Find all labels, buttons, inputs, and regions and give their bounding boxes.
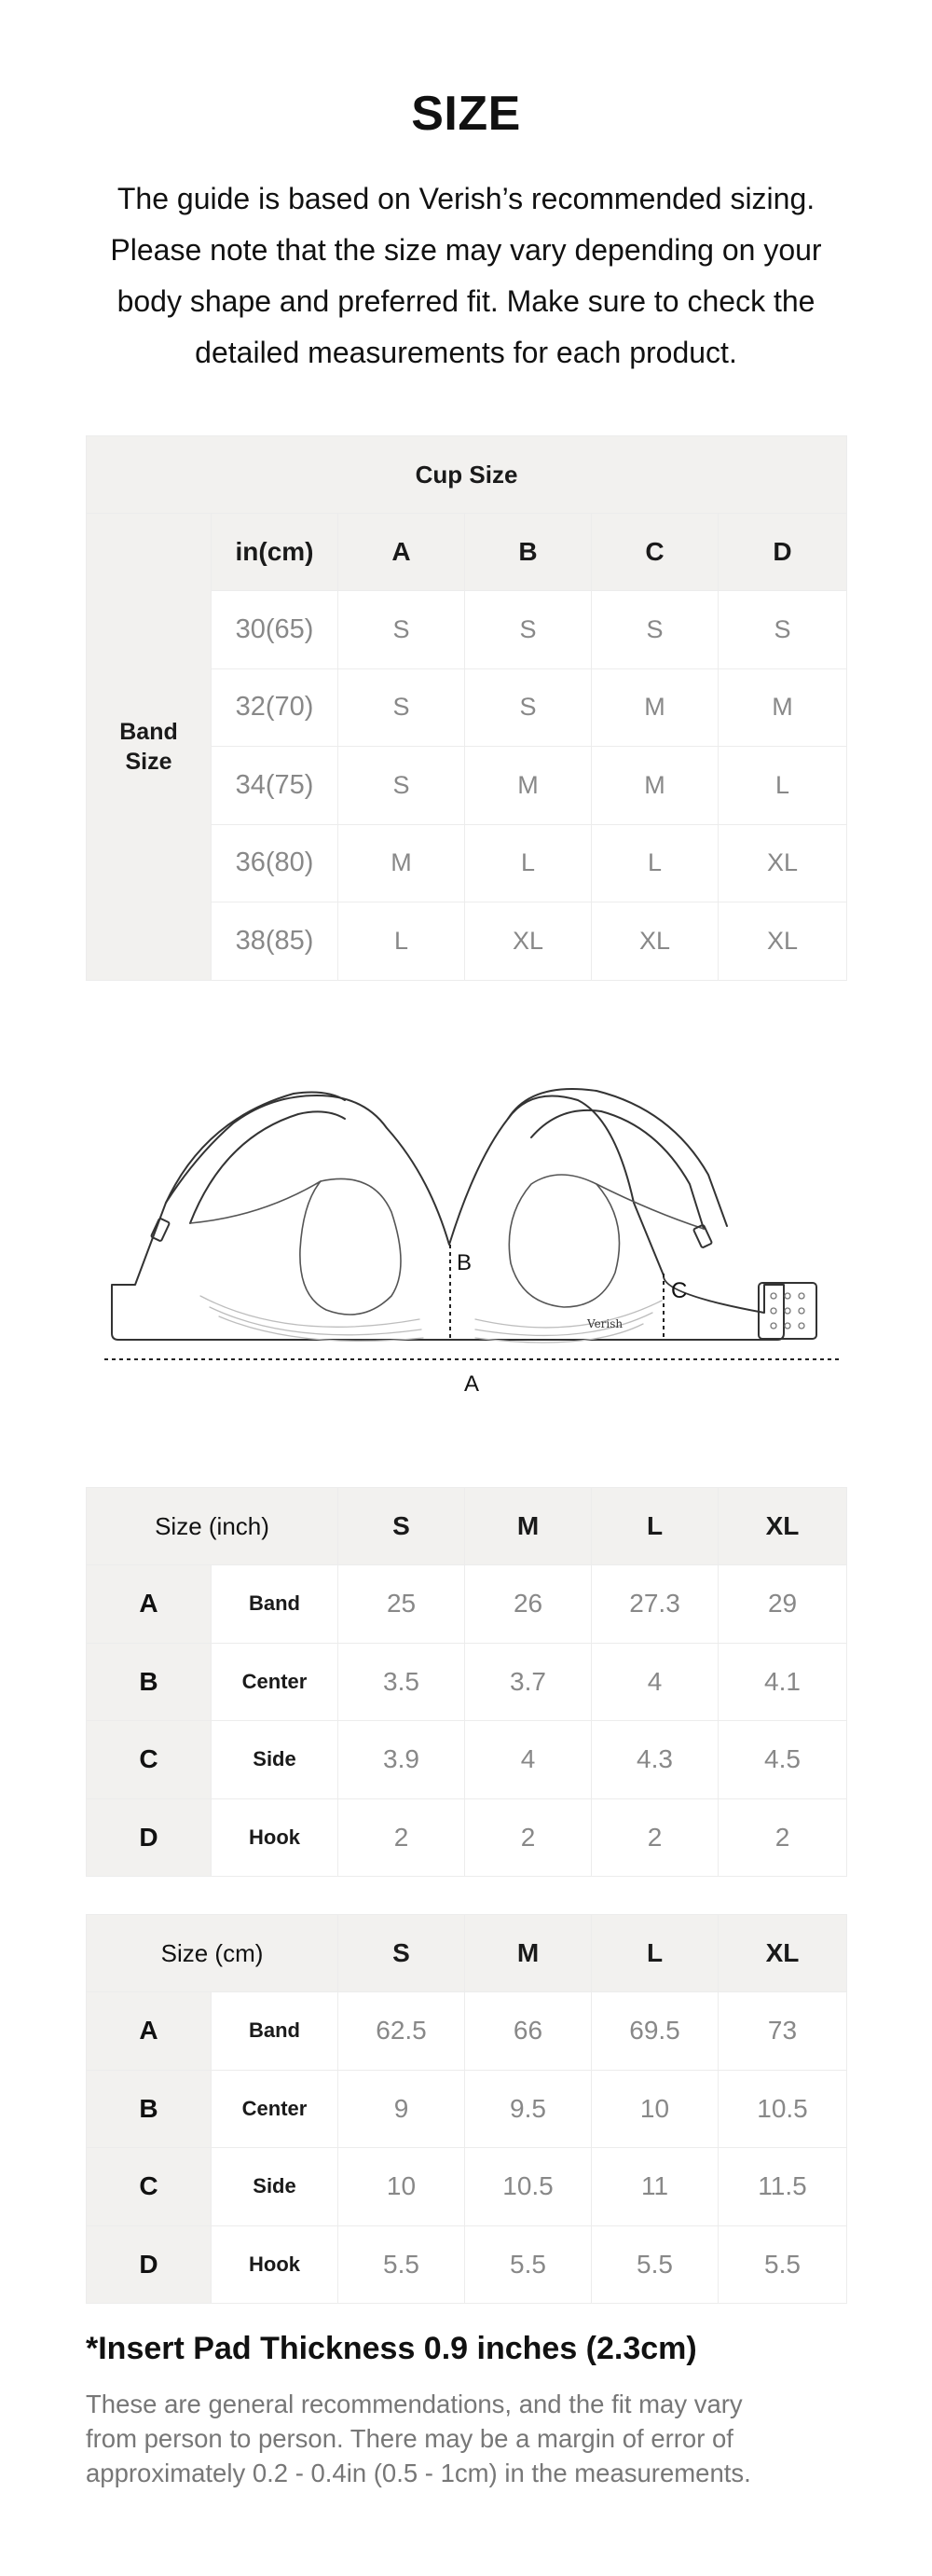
size-cell: M bbox=[592, 668, 719, 747]
measure-value: 10 bbox=[592, 2070, 719, 2148]
measure-part: Side bbox=[212, 1721, 338, 1799]
measure-value: 3.5 bbox=[338, 1643, 465, 1721]
size-cell: L bbox=[465, 824, 592, 902]
inch-measurement-table bbox=[86, 1487, 847, 1877]
measure-letter: B bbox=[87, 1643, 212, 1721]
size-cell: S bbox=[719, 591, 847, 669]
measure-value: 10.5 bbox=[719, 2070, 847, 2148]
size-cell: M bbox=[465, 747, 592, 825]
intro-line: The guide is based on Verish’s recommended sizing. bbox=[116, 182, 816, 215]
measure-value: 62.5 bbox=[338, 1992, 465, 2071]
size-cell: L bbox=[719, 747, 847, 825]
measure-value: 3.9 bbox=[338, 1721, 465, 1799]
cup-size-table bbox=[86, 435, 847, 981]
cup-header-c: C bbox=[592, 514, 719, 591]
label-a: A bbox=[464, 1371, 480, 1397]
table-row bbox=[87, 1798, 847, 1877]
measure-value: 9.5 bbox=[465, 2070, 592, 2148]
measure-part: Side bbox=[212, 2148, 338, 2226]
size-cell: XL bbox=[592, 902, 719, 981]
measure-part: Band bbox=[212, 1565, 338, 1644]
measure-value: 4.5 bbox=[719, 1721, 847, 1799]
size-cell: S bbox=[465, 668, 592, 747]
pad-thickness-note: *Insert Pad Thickness 0.9 inches (2.3cm) bbox=[86, 2331, 697, 2366]
size-header-l: L bbox=[592, 1488, 719, 1565]
cup-size-caption: Cup Size bbox=[87, 436, 847, 514]
measure-value: 69.5 bbox=[592, 1992, 719, 2071]
cup-header-a: A bbox=[338, 514, 465, 591]
measure-part: Hook bbox=[212, 2225, 338, 2304]
measure-value: 73 bbox=[719, 1992, 847, 2071]
size-cell: S bbox=[338, 591, 465, 669]
label-c: C bbox=[671, 1278, 688, 1303]
table-row bbox=[87, 1721, 847, 1799]
cup-header-d: D bbox=[719, 514, 847, 591]
measure-letter: C bbox=[87, 2148, 212, 2226]
measure-value: 4 bbox=[592, 1643, 719, 1721]
size-cell: M bbox=[719, 668, 847, 747]
measure-value: 2 bbox=[465, 1798, 592, 1877]
size-cell: S bbox=[338, 747, 465, 825]
measure-value: 2 bbox=[592, 1798, 719, 1877]
table-row bbox=[87, 1565, 847, 1644]
measure-value: 4.3 bbox=[592, 1721, 719, 1799]
left-cup bbox=[300, 1178, 401, 1315]
inch-table-header: Size (inch) bbox=[87, 1488, 338, 1565]
measure-value: 26 bbox=[465, 1565, 592, 1644]
measure-value: 10 bbox=[338, 2148, 465, 2226]
intro-line: detailed measurements for each product. bbox=[195, 336, 737, 369]
size-header-m: M bbox=[465, 1915, 592, 1992]
intro-text bbox=[75, 173, 857, 379]
size-cell: S bbox=[338, 668, 465, 747]
table-row bbox=[87, 2070, 847, 2148]
measure-value: 4 bbox=[465, 1721, 592, 1799]
band-value: 30(65) bbox=[212, 591, 338, 669]
disclaimer-line: approximately 0.2 - 0.4in (0.5 - 1cm) in the measurements. bbox=[86, 2459, 751, 2487]
left-strap bbox=[166, 1093, 345, 1203]
cm-table-header: Size (cm) bbox=[87, 1915, 338, 1992]
size-cell: M bbox=[338, 824, 465, 902]
measure-value: 2 bbox=[338, 1798, 465, 1877]
measure-value: 2 bbox=[719, 1798, 847, 1877]
page-title: SIZE bbox=[411, 87, 521, 141]
measure-letter: C bbox=[87, 1721, 212, 1799]
bra-measurement-diagram bbox=[93, 1063, 839, 1398]
size-cell: XL bbox=[719, 902, 847, 981]
band-value: 36(80) bbox=[212, 824, 338, 902]
brand-logo: Verish bbox=[587, 1317, 624, 1330]
measure-value: 29 bbox=[719, 1565, 847, 1644]
right-strap bbox=[508, 1089, 727, 1226]
size-cell: L bbox=[338, 902, 465, 981]
table-row bbox=[87, 1992, 847, 2071]
measure-value: 5.5 bbox=[719, 2225, 847, 2304]
measure-value: 5.5 bbox=[338, 2225, 465, 2304]
size-header-s: S bbox=[338, 1488, 465, 1565]
intro-line: body shape and preferred fit. Make sure to check the bbox=[116, 284, 816, 318]
disclaimer-line: from person to person. There may be a margin of error of bbox=[86, 2424, 733, 2453]
band-label-line: Band bbox=[119, 718, 178, 745]
measure-value: 66 bbox=[465, 1992, 592, 2071]
right-cup bbox=[509, 1175, 619, 1307]
measure-letter: A bbox=[87, 1992, 212, 2071]
intro-line: Please note that the size may vary depending on your bbox=[110, 233, 822, 267]
band-size-label bbox=[87, 514, 212, 981]
size-cell: L bbox=[592, 824, 719, 902]
measure-value: 9 bbox=[338, 2070, 465, 2148]
measure-letter: D bbox=[87, 2225, 212, 2304]
size-header-s: S bbox=[338, 1915, 465, 1992]
measure-value: 11 bbox=[592, 2148, 719, 2226]
size-header-l: L bbox=[592, 1915, 719, 1992]
table-row bbox=[87, 2148, 847, 2226]
band-value: 38(85) bbox=[212, 902, 338, 981]
label-b: B bbox=[457, 1250, 473, 1275]
hook-eyes bbox=[771, 1293, 804, 1329]
measure-part: Center bbox=[212, 2070, 338, 2148]
size-cell: S bbox=[592, 591, 719, 669]
measure-value: 10.5 bbox=[465, 2148, 592, 2226]
measure-value: 4.1 bbox=[719, 1643, 847, 1721]
measure-letter: D bbox=[87, 1798, 212, 1877]
size-header-m: M bbox=[465, 1488, 592, 1565]
measure-value: 27.3 bbox=[592, 1565, 719, 1644]
measure-value: 25 bbox=[338, 1565, 465, 1644]
size-cell: XL bbox=[719, 824, 847, 902]
unit-header: in(cm) bbox=[212, 514, 338, 591]
size-cell: M bbox=[592, 747, 719, 825]
band-value: 34(75) bbox=[212, 747, 338, 825]
size-header-xl: XL bbox=[719, 1488, 847, 1565]
table-row bbox=[87, 2225, 847, 2304]
size-cell: XL bbox=[465, 902, 592, 981]
table-row bbox=[87, 1643, 847, 1721]
measure-value: 5.5 bbox=[465, 2225, 592, 2304]
measure-letter: A bbox=[87, 1565, 212, 1644]
measure-part: Hook bbox=[212, 1798, 338, 1877]
cup-header-b: B bbox=[465, 514, 592, 591]
band-label-line: Size bbox=[125, 748, 172, 775]
measure-value: 5.5 bbox=[592, 2225, 719, 2304]
size-cell: S bbox=[465, 591, 592, 669]
band-value: 32(70) bbox=[212, 668, 338, 747]
size-header-xl: XL bbox=[719, 1915, 847, 1992]
measure-part: Band bbox=[212, 1992, 338, 2071]
disclaimer-line: These are general recommendations, and the fit may vary bbox=[86, 2390, 743, 2418]
measure-letter: B bbox=[87, 2070, 212, 2148]
measure-value: 11.5 bbox=[719, 2148, 847, 2226]
cm-measurement-table bbox=[86, 1914, 847, 2304]
measure-value: 3.7 bbox=[465, 1643, 592, 1721]
hook-tab bbox=[759, 1283, 816, 1339]
fit-disclaimer bbox=[86, 2387, 859, 2490]
measure-part: Center bbox=[212, 1643, 338, 1721]
